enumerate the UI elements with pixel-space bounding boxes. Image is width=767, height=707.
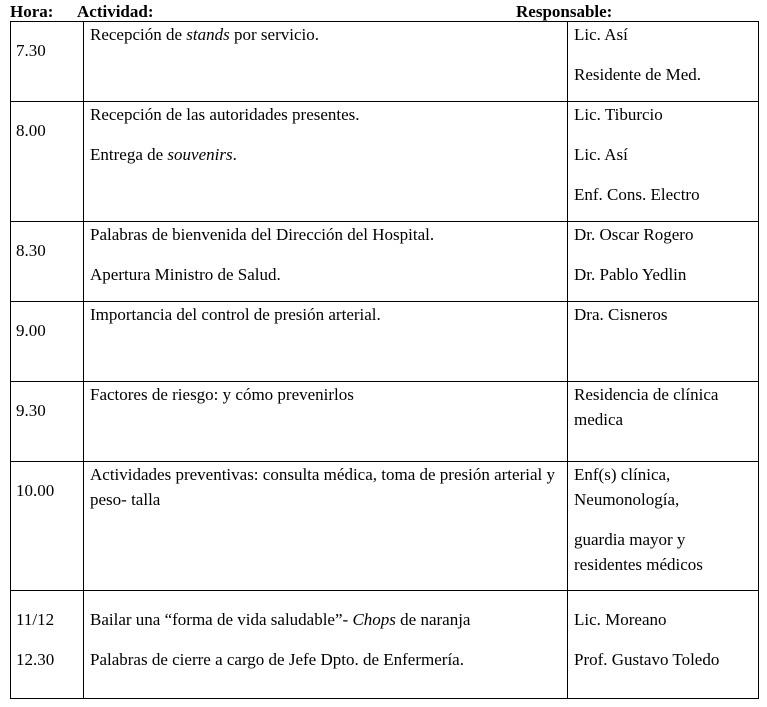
hora-cell: [11, 382, 84, 462]
actividad-cell: [84, 302, 568, 382]
actividad-line: Palabras de cierre a cargo de Jefe Dpto. de Enfermería.: [90, 650, 464, 669]
responsable-line: Dr. Pablo Yedlin: [574, 265, 687, 284]
responsable-cell: [568, 22, 759, 102]
actividad-line: Entrega de souvenirs.: [90, 145, 237, 164]
actividad-cell: [84, 22, 568, 102]
hora-cell: [11, 22, 84, 102]
hora-cell: [11, 591, 84, 699]
responsable-cell: [568, 382, 759, 462]
actividad-line: Importancia del control de presión arterial.: [90, 305, 381, 324]
hora-cell: [11, 462, 84, 591]
responsable-cell: [568, 591, 759, 699]
hora-value: 10.00: [16, 481, 55, 500]
hora-cell: [11, 102, 84, 222]
hora-value: 8.30: [16, 241, 46, 260]
table-row: [11, 382, 759, 462]
responsable-line: Residente de Med.: [574, 65, 701, 84]
actividad-cell: [84, 102, 568, 222]
responsable-line: Dr. Oscar Rogero: [574, 225, 694, 244]
hora-value: 9.00: [16, 321, 46, 340]
hora-value: 12.30: [16, 650, 55, 669]
responsable-cell: [568, 302, 759, 382]
hora-value: 8.00: [16, 121, 46, 140]
actividad-line: Recepción de las autoridades presentes.: [90, 105, 360, 124]
responsable-line: Lic. Tiburcio: [574, 105, 663, 124]
table-row: [11, 22, 759, 102]
responsable-line: Dra. Cisneros: [574, 305, 668, 324]
responsable-line: Prof. Gustavo Toledo: [574, 650, 720, 669]
actividad-line: Bailar una “forma de vida saludable”- Chops de naranja: [90, 610, 471, 629]
responsable-line: Enf. Cons. Electro: [574, 185, 700, 204]
responsable-line: Lic. Moreano: [574, 610, 667, 629]
actividad-line: Palabras de bienvenida del Dirección del Hospital.: [90, 225, 435, 244]
actividad-cell: [84, 222, 568, 302]
actividad-cell: [84, 462, 568, 591]
table-row: [11, 462, 759, 591]
hora-value: 9.30: [16, 401, 46, 420]
actividad-line: Actividades preventivas: consulta médica, toma de presión arterial y peso- talla: [90, 465, 555, 509]
table-row: [11, 591, 759, 699]
header-actividad: Actividad:: [77, 2, 154, 21]
responsable-cell: [568, 462, 759, 591]
responsable-cell: [568, 222, 759, 302]
hora-value: 11/12: [16, 610, 55, 629]
header-hora: Hora:: [10, 2, 54, 21]
hora-cell: [11, 222, 84, 302]
actividad-line: Recepción de stands por servicio.: [90, 25, 319, 44]
responsable-line: Lic. Así: [574, 145, 628, 164]
actividad-cell: [84, 591, 568, 699]
responsable-line: Enf(s) clínica, Neumonología,: [574, 465, 680, 509]
responsable-cell: [568, 102, 759, 222]
responsable-line: Lic. Así: [574, 25, 628, 44]
table-header: [0, 2, 767, 22]
actividad-line: Factores de riesgo: y cómo prevenirlos: [90, 385, 354, 404]
responsable-line: guardia mayor y residentes médicos: [574, 530, 703, 574]
table-row: [11, 302, 759, 382]
actividad-cell: [84, 382, 568, 462]
actividad-line: Apertura Ministro de Salud.: [90, 265, 281, 284]
table-row: [11, 222, 759, 302]
hora-value: 7.30: [16, 41, 46, 60]
table-row: [11, 102, 759, 222]
hora-cell: [11, 302, 84, 382]
schedule-table: [10, 21, 759, 699]
responsable-line: Residencia de clínica medica: [574, 385, 719, 429]
header-responsable: Responsable:: [516, 2, 613, 21]
